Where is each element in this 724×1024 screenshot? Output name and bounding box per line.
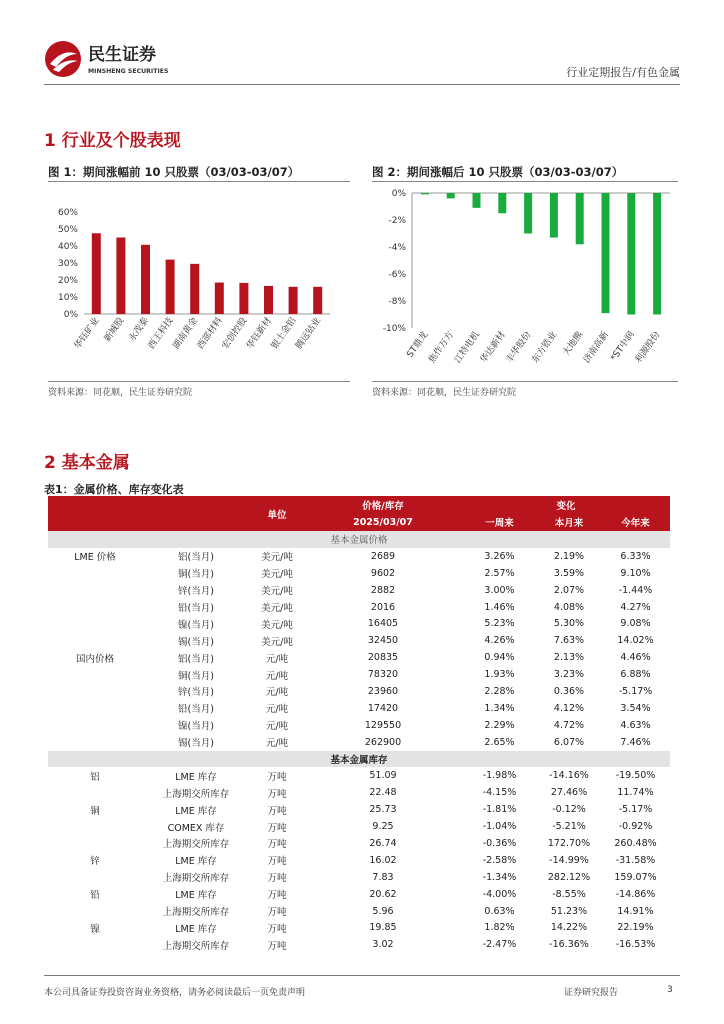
bar	[166, 260, 175, 314]
stock-row	[48, 784, 670, 801]
row-item: 上海期交所库存	[162, 788, 230, 800]
row-week: 3.00%	[484, 584, 515, 596]
row-value: 25.73	[369, 804, 397, 816]
y-tick-label: 40%	[57, 242, 78, 252]
header-change: 变化	[462, 496, 670, 514]
bar	[264, 286, 273, 314]
row-unit: 万吨	[267, 805, 287, 817]
figure-2-top-rule	[372, 181, 678, 182]
row-unit: 元/吨	[265, 704, 289, 716]
row-unit: 美元/吨	[261, 552, 293, 564]
figure-2-bottom-rule	[372, 381, 678, 382]
stock-row	[48, 852, 670, 869]
row-item: 铜(当月)	[178, 670, 214, 682]
row-year: 4.63%	[620, 719, 651, 731]
price-row	[48, 734, 670, 751]
row-item: 铝(当月)	[178, 653, 214, 665]
row-value: 129550	[364, 719, 402, 731]
category-label: 东方锆业	[530, 329, 560, 366]
row-unit: 万吨	[267, 940, 287, 952]
row-unit: 万吨	[267, 771, 287, 783]
category-label: 湖南黄金	[171, 315, 201, 352]
price-row	[48, 599, 670, 616]
row-month: 4.72%	[553, 719, 585, 731]
category-label: 丰华股份	[504, 329, 534, 366]
row-item: COMEX 库存	[167, 822, 225, 834]
row-year: 260.48%	[614, 837, 657, 849]
row-value: 262900	[364, 736, 402, 748]
row-week: 2.28%	[484, 685, 515, 697]
row-week: -0.36%	[482, 837, 517, 849]
row-month: 7.63%	[553, 635, 585, 647]
row-month: -5.21%	[552, 821, 586, 833]
bar	[653, 193, 661, 315]
category-label: 西部材料	[195, 315, 225, 352]
category-label: 腾远钴业	[294, 315, 324, 352]
bar	[190, 264, 199, 314]
row-year: 9.10%	[620, 567, 651, 579]
row-value: 78320	[367, 669, 399, 681]
subheader-price-row	[48, 531, 670, 548]
price-row	[48, 632, 670, 649]
row-group	[48, 936, 142, 953]
row-year: 4.27%	[620, 601, 651, 613]
metal-price-stock-table	[48, 496, 670, 953]
row-value: 9602	[370, 567, 396, 579]
category-label: 永茂泰	[127, 315, 151, 344]
category-label: 济南高新	[582, 329, 611, 366]
row-month: -14.99%	[549, 854, 589, 866]
row-year: 9.08%	[620, 618, 651, 630]
figure-2-source: 资料来源：同花顺，民生证券研究院	[372, 388, 517, 398]
row-month: 172.70%	[547, 837, 591, 849]
row-item: 上海期交所库存	[162, 940, 230, 952]
bar	[576, 193, 584, 244]
row-value: 2016	[370, 601, 396, 613]
price-row	[48, 565, 670, 582]
category-label: 银土金铝	[269, 315, 299, 352]
figure-1-source: 资料来源：同花顺，民生证券研究院	[48, 388, 193, 398]
category-label: 新城股	[102, 315, 127, 344]
row-week: 4.26%	[484, 635, 515, 647]
section-2-title: 2 基本金属	[44, 453, 130, 473]
stock-row	[48, 936, 670, 953]
figure-1-top-rule	[48, 181, 350, 182]
header-price-line2: 2025/03/07	[304, 514, 462, 532]
row-item: 铅(当月)	[178, 603, 214, 614]
stock-row	[48, 801, 670, 818]
row-month: 27.46%	[550, 787, 588, 799]
row-unit: 美元/吨	[261, 586, 293, 598]
logo-brand-cn: 民生证券	[88, 45, 156, 65]
stock-row	[48, 818, 670, 835]
row-value: 16.02	[369, 854, 397, 866]
row-group	[48, 632, 142, 649]
row-unit: 元/吨	[265, 670, 289, 682]
stock-row	[48, 903, 670, 920]
row-month: 14.22%	[550, 922, 588, 934]
subheader-price: 基本金属价格	[48, 531, 670, 548]
y-tick-label: 50%	[57, 225, 78, 235]
figure-1-chart	[48, 190, 350, 376]
row-year: -0.92%	[618, 821, 653, 833]
row-item: 锡(当月)	[178, 636, 214, 648]
row-value: 17420	[367, 702, 399, 714]
y-tick-label: 30%	[57, 259, 78, 269]
row-year: 3.54%	[620, 702, 651, 714]
y-tick-label: 10%	[57, 293, 78, 303]
stock-row	[48, 886, 670, 903]
bar	[550, 193, 558, 238]
row-week: -2.58%	[482, 854, 517, 866]
row-year: 11.74%	[617, 787, 654, 799]
price-row	[48, 548, 670, 565]
row-week: -2.47%	[482, 939, 517, 951]
row-item: LME 库存	[175, 805, 217, 817]
header-cell-empty	[142, 514, 250, 532]
row-group	[48, 869, 142, 886]
row-group	[48, 734, 142, 751]
category-label: 西王科技	[146, 315, 176, 352]
y-tick-label: 0%	[63, 310, 78, 320]
row-unit: 元/吨	[265, 653, 289, 665]
section-1-title: 1 行业及个股表现	[44, 131, 181, 151]
row-unit: 元/吨	[265, 721, 289, 733]
row-month: 2.13%	[553, 652, 585, 664]
header-month: 本月来	[537, 514, 601, 532]
logo-brand-en: MINSHENG SECURITIES	[88, 68, 169, 75]
header-cell-empty	[142, 496, 250, 514]
bar	[498, 193, 506, 213]
row-year: 14.02%	[617, 635, 654, 647]
row-year: 22.19%	[617, 922, 654, 934]
row-month: 0.36%	[553, 685, 585, 697]
row-item: 上海期交所库存	[162, 873, 230, 885]
row-group	[48, 818, 142, 835]
header-cell-empty	[48, 514, 142, 532]
row-year: -5.17%	[618, 804, 653, 816]
row-year: 7.46%	[620, 736, 651, 748]
row-year: 6.33%	[620, 550, 651, 562]
stock-row	[48, 869, 670, 886]
row-month: 3.59%	[553, 567, 585, 579]
row-week: 5.23%	[484, 618, 515, 630]
row-group: 国内价格	[75, 653, 114, 665]
row-item: LME 库存	[175, 890, 217, 902]
row-unit: 美元/吨	[261, 603, 293, 614]
row-group	[48, 717, 142, 734]
row-group: 铅	[90, 890, 100, 902]
figure-1-title: 图 1：期间涨幅前 10 只股票（03/03-03/07）	[48, 165, 300, 179]
row-item: 锌(当月)	[178, 687, 214, 699]
row-group	[48, 683, 142, 700]
stock-row	[48, 767, 670, 784]
row-week: 3.26%	[484, 550, 515, 562]
y-tick-label: -4%	[388, 243, 406, 253]
header-year: 今年来	[601, 514, 670, 532]
row-unit: 美元/吨	[261, 569, 293, 581]
figure-1-bottom-rule	[48, 381, 350, 382]
stock-row	[48, 919, 670, 936]
bar	[524, 193, 532, 234]
row-group	[48, 903, 142, 920]
row-year: -31.58%	[615, 854, 656, 866]
row-year: -19.50%	[615, 770, 656, 782]
row-month: 2.19%	[553, 550, 585, 562]
row-unit: 万吨	[267, 788, 287, 800]
row-value: 2689	[370, 550, 396, 562]
row-group	[48, 835, 142, 852]
row-value: 51.09	[369, 770, 397, 782]
row-group: 铜	[90, 805, 100, 817]
y-tick-label: 20%	[57, 276, 78, 286]
row-year: -14.86%	[615, 888, 656, 900]
bar	[447, 193, 455, 198]
bar	[141, 245, 150, 314]
row-month: 282.12%	[547, 871, 591, 883]
row-week: -4.00%	[482, 888, 517, 900]
row-month: 3.23%	[553, 669, 585, 681]
header-cell-empty	[48, 496, 142, 514]
subheader-stock-row	[48, 751, 670, 768]
y-tick-label: -8%	[388, 297, 406, 307]
row-group: 镍	[90, 923, 100, 935]
row-item: 镍(当月)	[178, 619, 214, 631]
footer-doc-type: 证券研究报告	[564, 988, 619, 998]
row-month: -0.12%	[552, 804, 586, 816]
row-group	[48, 615, 142, 632]
row-year: 4.46%	[620, 652, 651, 664]
row-week: -1.34%	[482, 871, 517, 883]
category-label: 华达新材	[478, 329, 508, 366]
row-year: 159.07%	[614, 871, 657, 883]
price-row	[48, 649, 670, 666]
row-item: LME 库存	[175, 923, 217, 935]
category-label: 华钰新材	[245, 315, 274, 352]
row-month: -8.55%	[552, 888, 586, 900]
category-label: *ST中润	[609, 329, 637, 364]
row-week: 0.63%	[484, 905, 515, 917]
row-item: 上海期交所库存	[162, 907, 230, 919]
brand-logo	[44, 40, 204, 78]
category-label: 利源股份	[633, 329, 663, 366]
price-row	[48, 666, 670, 683]
category-label: ST鼎龙	[405, 329, 431, 360]
row-month: 6.07%	[553, 736, 585, 748]
row-value: 9.25	[372, 821, 394, 833]
row-item: 锡(当月)	[178, 738, 214, 750]
row-unit: 元/吨	[265, 687, 289, 699]
bar	[92, 233, 101, 314]
row-week: 2.29%	[484, 719, 515, 731]
row-unit: 美元/吨	[261, 636, 293, 648]
row-value: 3.02	[372, 939, 394, 951]
row-value: 19.85	[369, 922, 397, 934]
bar	[215, 283, 224, 314]
table-header-row-1	[48, 496, 670, 514]
row-group	[48, 599, 142, 616]
row-unit: 万吨	[267, 856, 287, 868]
row-week: 1.93%	[484, 669, 515, 681]
row-unit: 万吨	[267, 923, 287, 935]
row-unit: 万吨	[267, 873, 287, 885]
page-number: 3	[667, 985, 673, 995]
row-value: 2882	[370, 584, 396, 596]
header-unit: 单位	[250, 496, 304, 531]
row-year: 6.88%	[620, 669, 651, 681]
row-value: 7.83	[372, 871, 394, 883]
footer-disclaimer: 本公司具备证券投资咨询业务资格，请务必阅读最后一页免责声明	[44, 988, 306, 998]
row-week: 2.57%	[484, 567, 515, 579]
row-value: 20835	[367, 652, 399, 664]
price-row	[48, 582, 670, 599]
category-label: 江特电机	[453, 329, 482, 366]
row-group	[48, 784, 142, 801]
bar	[421, 193, 429, 194]
bar	[627, 193, 635, 315]
y-tick-label: -6%	[388, 270, 406, 280]
y-tick-label: -10%	[382, 324, 406, 334]
row-group: 铝	[90, 771, 100, 783]
row-group	[48, 666, 142, 683]
price-row	[48, 717, 670, 734]
row-week: 1.46%	[484, 601, 515, 613]
row-unit: 万吨	[267, 839, 287, 851]
row-unit: 美元/吨	[261, 619, 293, 631]
row-item: 镍(当月)	[178, 721, 214, 733]
row-month: 5.30%	[553, 618, 585, 630]
price-row	[48, 700, 670, 717]
bar	[239, 283, 248, 314]
row-month: 4.12%	[553, 702, 585, 714]
row-week: 1.82%	[484, 922, 515, 934]
price-row	[48, 683, 670, 700]
header-week: 一周来	[462, 514, 537, 532]
stock-row	[48, 835, 670, 852]
row-unit: 元/吨	[265, 738, 289, 750]
row-year: 14.91%	[617, 905, 654, 917]
row-value: 16405	[367, 618, 399, 630]
row-value: 20.62	[369, 888, 397, 900]
header-price-line1: 价格/库存	[304, 496, 462, 514]
bar	[289, 287, 298, 314]
row-week: 1.34%	[484, 702, 515, 714]
row-week: -1.98%	[482, 770, 517, 782]
category-label: 大地熊	[561, 329, 586, 358]
row-value: 23960	[367, 685, 399, 697]
row-group	[48, 565, 142, 582]
footer-rule	[44, 975, 680, 976]
category-label: 华钰矿业	[72, 315, 102, 352]
category-label: 焦作万方	[427, 329, 457, 366]
row-year: -5.17%	[618, 685, 653, 697]
bar	[116, 238, 125, 315]
row-group	[48, 582, 142, 599]
category-label: 宏创控股	[220, 315, 250, 352]
y-tick-label: 60%	[57, 208, 78, 218]
row-week: -1.04%	[482, 821, 517, 833]
row-group	[48, 700, 142, 717]
row-item: LME 库存	[175, 856, 217, 868]
row-group: LME 价格	[74, 552, 116, 564]
bar	[313, 287, 322, 314]
row-month: -16.36%	[549, 939, 589, 951]
row-value: 32450	[367, 635, 399, 647]
price-row	[48, 615, 670, 632]
subheader-stock: 基本金属库存	[48, 751, 670, 768]
row-month: 51.23%	[550, 905, 588, 917]
y-tick-label: 0%	[391, 189, 406, 199]
row-month: 4.08%	[553, 601, 585, 613]
table-1-title: 表1：金属价格、库存变化表	[44, 483, 184, 496]
row-group: 锌	[90, 856, 100, 868]
figure-2-title: 图 2：期间涨幅后 10 只股票（03/03-03/07）	[372, 165, 624, 179]
row-year: -16.53%	[615, 939, 656, 951]
row-item: LME 库存	[175, 771, 217, 783]
row-week: 0.94%	[484, 652, 515, 664]
row-value: 5.96	[372, 905, 394, 917]
header-rule	[44, 84, 680, 85]
row-item: 铅(当月)	[178, 704, 214, 716]
row-week: -1.81%	[482, 804, 517, 816]
row-unit: 万吨	[267, 890, 287, 902]
row-month: -14.16%	[549, 770, 589, 782]
row-unit: 万吨	[267, 822, 287, 834]
figure-2-chart	[372, 184, 678, 380]
row-item: 上海期交所库存	[162, 839, 230, 851]
row-week: 2.65%	[484, 736, 515, 748]
row-item: 锌(当月)	[178, 586, 214, 598]
row-value: 22.48	[369, 787, 397, 799]
row-week: -4.15%	[482, 787, 517, 799]
row-item: 铜(当月)	[178, 569, 214, 581]
row-item: 铝(当月)	[178, 552, 214, 564]
row-unit: 万吨	[267, 907, 287, 919]
bar	[602, 193, 610, 313]
y-tick-label: -2%	[388, 216, 406, 226]
row-year: -1.44%	[618, 584, 653, 596]
row-value: 26.74	[369, 837, 397, 849]
row-month: 2.07%	[553, 584, 585, 596]
header-category: 行业定期报告/有色金属	[566, 66, 680, 79]
table-header-row-2	[48, 514, 670, 532]
bar	[473, 193, 481, 208]
